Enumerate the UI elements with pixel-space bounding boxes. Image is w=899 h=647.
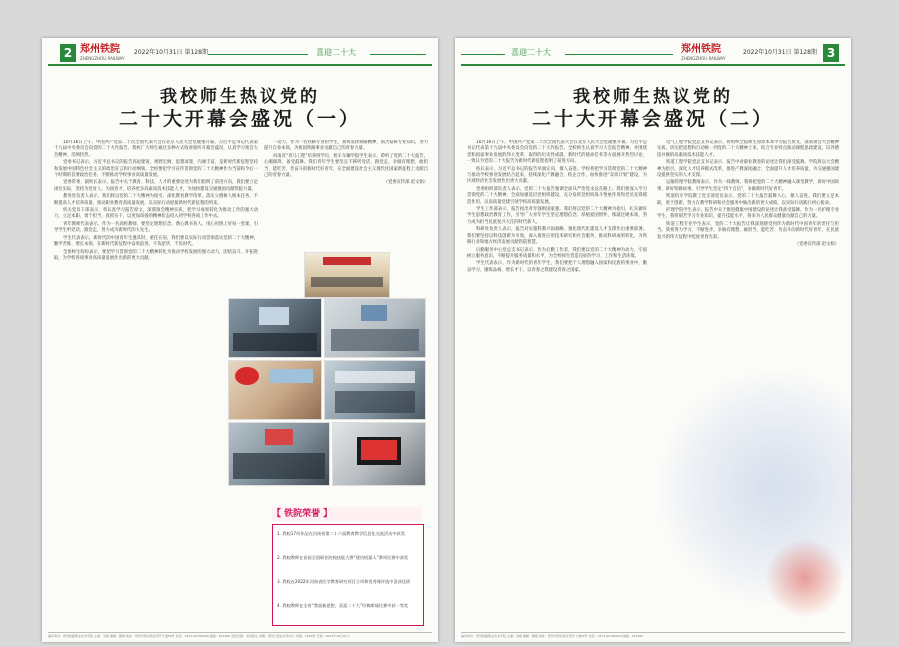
honor-item: 1. 我校17项作品在河南省第二十六届教育教学信息化交流活动中获奖 — [277, 531, 405, 536]
photo-laptop-viewing — [332, 422, 426, 486]
page-number: 2 — [60, 44, 76, 62]
paragraph: 党委常委、副校长表示，报告中关于教育、科技、人才的重要论述为我们指明了前进方向。我们要立足岗位实际，坚持为党育人、为国育才，培养更多高素质技术技能人才，为加快建设交通强国贡献铁院力量。 — [54, 180, 258, 192]
paragraph: 铁道工程专业学生表示，党的二十大报告让我深刻感受到作为新时代中国青年的责任与担当。我将努力学习、不断进步，争做有理想、敢担当、能吃苦、肯奋斗的新时代好青年，在民族复兴的伟大征程中绽放青春光彩。 — [657, 221, 839, 240]
issue-info: 2022年10月31日 第128期 — [134, 49, 208, 56]
newspaper-page-right — [455, 38, 851, 642]
article-column-2 — [657, 140, 839, 626]
paragraph: 一动力，作为一名铁路专业的学生，我将发扬铁路精神，刻苦钻研专业知识，努力提升自身本领，为祖国铁路事业贡献自己的青春力量。 — [264, 140, 428, 152]
headline-line2: 二十大开幕会盛况（二） — [531, 108, 774, 130]
paragraph: 10月16日上午，中国共产党第二十次全国代表大会在北京人民大会堂隆重开幕，习近平总书记代表第十九届中央委员会向党的二十大作报告。全校师生认真学习大会报告精神，并围绕党和国家事业发展的伟大变革、取得的历史性成就、新时代的使命任务等方面展开热烈讨论，一致认为党的二十大报告为新时代新征程指明了前进方向。 — [467, 140, 647, 165]
newspaper-page-left — [42, 38, 438, 642]
headline-line1: 我校师生热议党的 — [160, 87, 320, 107]
paragraph: 青年教师代表表示，作为一名高校教师，要坚定理想信念，潜心教书育人，用心用情上好每一堂课，引导学生听党话、跟党走，努力成为新时代的大先生。 — [54, 221, 258, 234]
header-divider — [370, 54, 426, 55]
paragraph: 学生工作部表示，报告指出青年强则国家强。我们将以党的二十大精神为指引，扎实做好学生思想政治教育工作，引导广大青年学生坚定理想信念，厚植爱国情怀，练就过硬本领，努力成为担当民族复兴大任的时代新人。 — [467, 207, 647, 225]
header-divider — [461, 54, 505, 55]
paragraph: 铁道工程学院党总支书记表示，报告中对职业教育的论述让我们深受鼓舞。学院将以大会精神为指引，深化人才培养模式改革，推进产教深度融合，全面提升人才培养质量，为交通强国建设提供坚实的人才支撑。 — [657, 160, 839, 179]
photo-classroom-viewing — [228, 298, 322, 358]
paragraph: 后勤服务中心党总支书记表示，作为后勤工作者，我们要以党的二十大精神为动力，牢固树立服务意识，不断提升服务质量和水平，为全校师生营造良好的学习、工作和生活环境。 — [467, 247, 647, 259]
honor-item: 3. 我校在2022年河南省医学教育研究项目立项和优秀课评选中喜获佳绩 — [277, 579, 411, 584]
page-header — [48, 44, 432, 66]
photo-group-discussion — [324, 360, 426, 420]
photo-auditorium — [228, 422, 330, 486]
issue-info: 2022年10月31日 第128期 — [743, 49, 817, 56]
paragraph: 全体师生纷纷表示，要把学习贯彻党的二十大精神转化为推动学校发展的强大动力，团结奋斗、开拓进取，为学校各项事业高质量发展作出新的更大贡献。 — [54, 249, 258, 261]
masthead-subtitle: ZHENGZHOU RAILWAY — [80, 56, 125, 61]
headline-line2: 二十大开幕会盛况（一） — [118, 108, 361, 130]
page-number: 3 — [823, 44, 839, 62]
page-footer: 编印单位：郑州铁路职业技术学院 主编：吴峰 编辑：魏翔 地址：郑州市郑东新区郑开大道56号 电话：0371-69780000 邮编：451460 — [461, 632, 845, 638]
honor-item: 4. 我校教师在全省“我说新思想、喜迎二十大”经典朗诵比赛中获一等奖 — [277, 603, 409, 608]
paragraph: 学生代表表示，作为新时代的青年学生，我们要把个人理想融入国家和民族的事业中，勤奋学习、锤炼品格、增长才干，以青春之我建设青春之国家。 — [467, 261, 647, 273]
paragraph: 科研处负责人表示，报告对实施科教兴国战略、强化现代化建设人才支撑作出重要部署。我们要坚持以科技创新为引领，深入推进应用技术研究和社会服务，推动科研成果转化，为铁路行业和地方经济发展贡献铁院智慧。 — [467, 227, 647, 246]
headline-line1: 我校师生热议党的 — [573, 87, 733, 107]
photo-lecture-hall — [228, 360, 322, 420]
paragraph: 校长表示，习近平总书记的报告举旗定向、催人奋进。学校将把学习贯彻党的二十大精神与推动学校事业发展结合起来，持续深化产教融合、校企合作，加快推进“双高计划”建设，为区域经济社会发展作出更大贡献。 — [467, 166, 647, 185]
photo-meeting-room — [304, 252, 390, 298]
paragraph: 铁道机车学院教工党支部党员表示，党的二十大报告鼓舞人心、催人奋进。我们要立足本职，勇于创新，努力在教学科研和社会服务中做出新的更大成绩，以实际行动践行初心使命。 — [657, 194, 839, 206]
paragraph: 机关党员干部表示，将认真学习报告原文，深刻领会精神实质，把学习成果转化为推动工作的强大动力，立足本职、勇于担当、真抓实干，以更加昂扬的精神状态投入到学校各项工作中去。 — [54, 208, 258, 220]
paragraph: 运输管理学院教师表示，作为一线教师，我将把党的二十大精神融入课堂教学，讲好中国故事、讲好铁路故事，引导学生坚定“四个自信”，争做新时代好青年。 — [657, 180, 839, 192]
paragraph: 护理学院学生表示，报告中关于推进健康中国建设的论述让我备受鼓舞，作为一名护理专业学生，我将刻苦学习专业知识，提升技能水平，将来为人民群众健康贡献自己的力量。 — [657, 208, 839, 220]
masthead-logo: 郑州铁院 — [80, 44, 120, 55]
paragraph: 河南省“青马工程”培养班学员、机车车辆学院学生表示，聆听了党的二十大报告，心潮澎湃、备受鼓舞。我们青年学生要坚定不移听党话、跟党走，争做有理想、敢担当、能吃苦、肯奋斗的新时代好青年，在全面建设社会主义现代化国家新征程上贡献自己的青春力量。 — [264, 153, 428, 179]
masthead-logo: 郑州铁院 — [681, 44, 721, 55]
paragraph: 10月16日上午，中国共产党第二十次全国代表大会在北京人民大会堂隆重开幕。习近平总书记代表第十九届中央委员会向党的二十大作报告。我校广大师生通过多种方式收看收听开幕会盛况，认真学习领会大会精神，反响热烈。 — [54, 140, 258, 158]
photo-students-watching — [324, 298, 426, 358]
honor-section-title: 【 铁院荣誉 】 — [272, 507, 422, 521]
page-footer: 编印单位：郑州铁路职业技术学院 主编：吴峰 编辑：魏翔 地址：郑州市郑东新区郑开大道56号 电话：0371-69780000 邮编：451460 发送范围：本校师生 印刷：郑州日报社印务中心 印数：1500份 日期：2022年10月31日 — [48, 632, 432, 638]
paragraph: 学生代表表示，新时代的中国青年生逢其时、重任在肩，我们要以实际行动贯彻落实党的二十大精神，勤学苦练、增长本领，在新时代新征程中奋勇前进，不负韶华，不负时代。 — [54, 235, 258, 248]
paragraph: 电气工程学院党总支书记表示，将组织全院师生原原本本学习报告原文，深刻领会大会精神实质，切实把思想和行动统一到党的二十大精神上来，结合专业特点推动课程思政建设，培养德技并修的高素质技术技能人才。 — [657, 140, 839, 158]
section-name: 喜迎二十大 — [316, 48, 356, 57]
masthead-subtitle: ZHENGZHOU RAILWAY — [681, 56, 726, 61]
paragraph: 党委书记表示，习近平总书记的报告高屋建瓴、视野宏阔、思想深邃、内涵丰富，是新时代新征程坚持和发展中国特色社会主义的政治宣言和行动纲领。全校要把学习宣传贯彻党的二十大精神作为当前和今后一个时期的首要政治任务，不断推动学校事业高质量发展。 — [54, 160, 258, 179]
article-column-1 — [467, 140, 647, 626]
header-divider — [208, 54, 308, 55]
page-header — [461, 44, 845, 66]
section-name: 喜迎二十大 — [511, 48, 551, 57]
author-signature: （党委宣传部 赵文娟） — [383, 180, 428, 186]
header-divider — [565, 54, 673, 55]
honor-list-box — [272, 524, 424, 626]
paragraph: 党委组织部负责人表示，党的二十大报告强调全面从严治党永远在路上。我们要深入学习贯彻党的二十大精神，全面加强基层党组织建设，充分发挥党组织战斗堡垒作用和党员先锋模范作用，以高质量党建引领学校高质量发展。 — [467, 186, 647, 205]
article-column-2 — [264, 140, 428, 250]
author-signature: （党委宣传部 赵文娟） — [794, 242, 839, 248]
honor-item: 2. 我校教师在首届全国职业院校技能大赛“建功机器人”赛项比赛中获奖 — [277, 555, 409, 560]
paragraph: 教务处负责人表示，我们将以党的二十大精神为指引，深化教育教学改革，落实立德树人根本任务，不断提高人才培养质量，推动职业教育高质量发展，以实际行动迎接新时代新征程的到来。 — [54, 194, 258, 206]
